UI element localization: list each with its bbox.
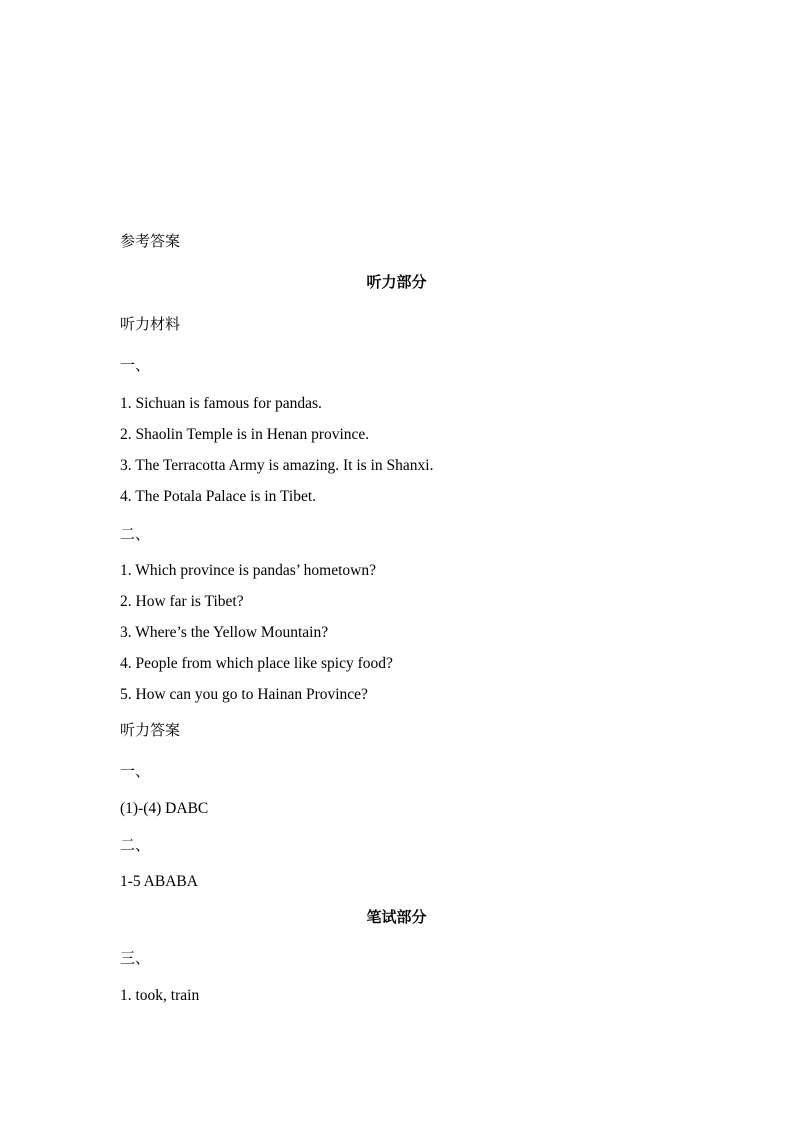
listening-section-heading: 听力部分 — [366, 273, 427, 291]
materials-part1-item: 4. The Potala Palace is in Tibet. — [120, 488, 317, 505]
materials-part2-label: 二、 — [120, 525, 151, 543]
materials-part1-item: 3. The Terracotta Army is amazing. It is in Shanxi. — [120, 457, 434, 474]
materials-part2-item: 2. How far is Tibet? — [120, 593, 244, 610]
answers-part2-value: 1-5 ABABA — [120, 873, 198, 890]
materials-part2-item: 1. Which province is pandas’ hometown? — [120, 562, 376, 579]
answers-part1-label: 一、 — [120, 762, 151, 780]
document-title: 参考答案 — [120, 232, 181, 250]
materials-part1-item: 1. Sichuan is famous for pandas. — [120, 395, 322, 412]
listening-materials-label: 听力材料 — [120, 315, 181, 333]
written-section-heading: 笔试部分 — [366, 908, 427, 926]
materials-part2-item: 4. People from which place like spicy food? — [120, 655, 393, 672]
written-part3-label: 三、 — [120, 949, 151, 967]
written-part3-item: 1. took, train — [120, 987, 200, 1004]
materials-part2-item: 3. Where’s the Yellow Mountain? — [120, 624, 329, 641]
answers-part1-value: (1)-(4) DABC — [120, 800, 209, 817]
materials-part1-label: 一、 — [120, 356, 151, 374]
answers-part2-label: 二、 — [120, 836, 151, 854]
materials-part1-item: 2. Shaolin Temple is in Henan province. — [120, 426, 370, 443]
materials-part2-item: 5. How can you go to Hainan Province? — [120, 686, 368, 703]
listening-answers-label: 听力答案 — [120, 721, 181, 739]
